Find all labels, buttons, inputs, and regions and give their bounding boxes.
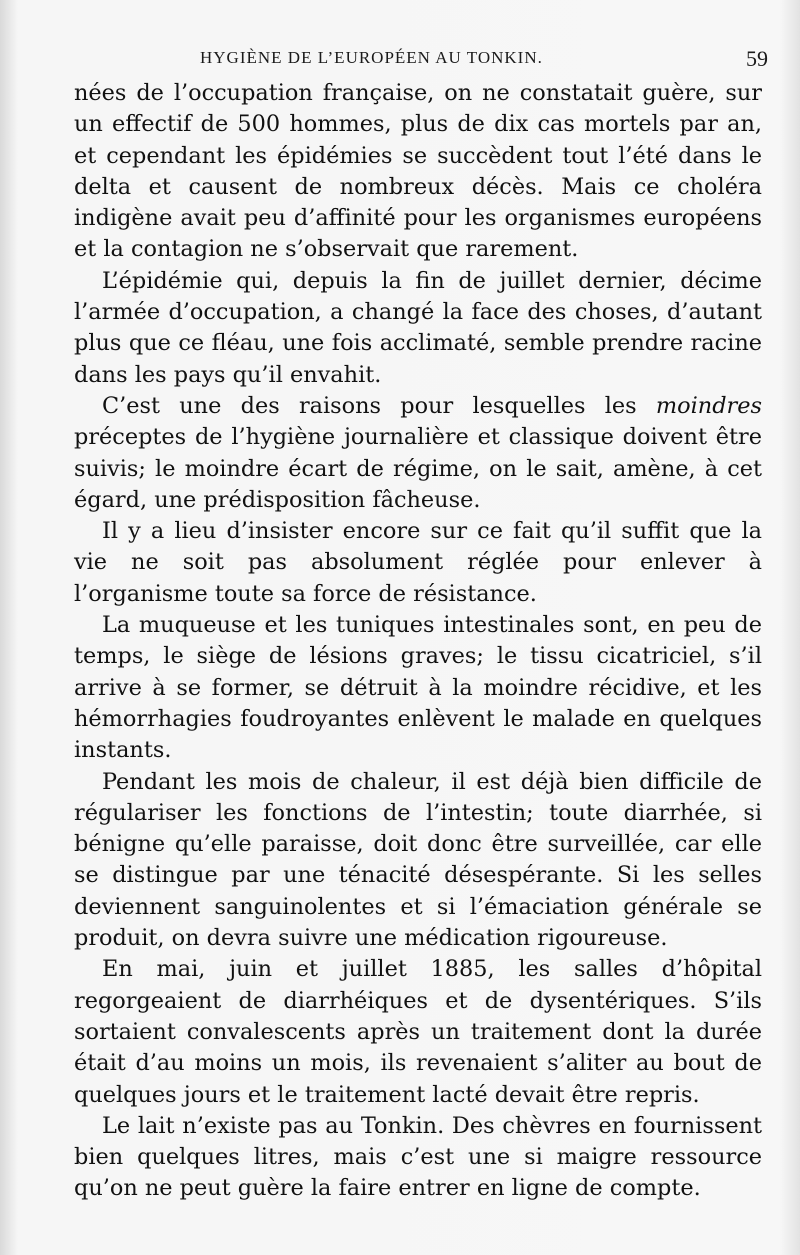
paragraph-2: L’épidémie qui, depuis la fin de juillet dernier, décime l’armée d’occupation, a changé la face des choses, d’autant plus que ce fléau, une fois acclimaté, semble prendre racine dans les pays qu’il envahit. xyxy=(74,267,762,388)
page-header xyxy=(200,48,780,74)
page-number: 59 xyxy=(746,46,768,71)
paragraph-4: Il y a lieu d’insister encore sur ce fait qu’il suffit que la vie ne soit pas absolument réglée pour enlever à l’organisme toute sa force de résistance. xyxy=(74,518,762,607)
paragraph-8: Le lait n’existe pas au Tonkin. Des chèvres en fournissent bien quelques litres, mais c’est une si maigre ressource qu’on ne peut guère la faire entrer en ligne de compte. xyxy=(74,1112,762,1202)
paragraph-3-end: préceptes de l’hygiène journalière et classique doivent être suivis; le moindre écart de régime, on le sait, amène, à cet égard, une prédisposition fâcheuse. xyxy=(74,424,762,513)
paragraph-7: En mai, juin et juillet 1885, les salles d’hôpital regorgeaient de diarrhéiques et de dysentériques. S’ils sortaient convalescents après un traitement dont la durée était d’au moins un mois, ils revenaient s’aliter au bout de quelques jours et le traitement lacté devait être repris. xyxy=(74,956,762,1108)
paragraph-6: Pendant les mois de chaleur, il est déjà bien difficile de régulariser les fonctions de l’intestin; toute diarrhée, si bénigne qu’elle paraisse, doit donc être surveillée, car elle se distingue par une ténacité désespérante. Si les selles deviennent sanguinolentes et si l’émaciation générale se produit, on devra suivre une médication rigoureuse. xyxy=(74,768,762,952)
paragraph-3 xyxy=(74,391,762,516)
page-body xyxy=(74,78,762,1205)
paragraph-3-start: C’est une des raisons pour lesquelles les xyxy=(102,392,656,419)
paragraph-5: La muqueuse et les tuniques intestinales sont, en peu de temps, le siège de lésions graves; le tissu cicatriciel, s’il arrive à se former, se détruit à la moindre récidive, et les hémorrhagies foudroyantes enlèvent le malade en quelques instants. xyxy=(74,612,762,764)
paragraph-1: nées de l’occupation française, on ne constatait guère, sur un effectif de 500 hommes, plus de dix cas mortels par an, et cependant les épidémies se succèdent tout l’été dans le delta et causent de nombreux décès. Mais ce choléra indigène avait peu d’affinité pour les organismes européens et la contagion ne s’observait que rarement. xyxy=(74,80,762,263)
emphasized-word: moindres xyxy=(655,392,762,419)
running-title: HYGIÈNE DE L’EUROPÉEN AU TONKIN. xyxy=(200,48,543,67)
